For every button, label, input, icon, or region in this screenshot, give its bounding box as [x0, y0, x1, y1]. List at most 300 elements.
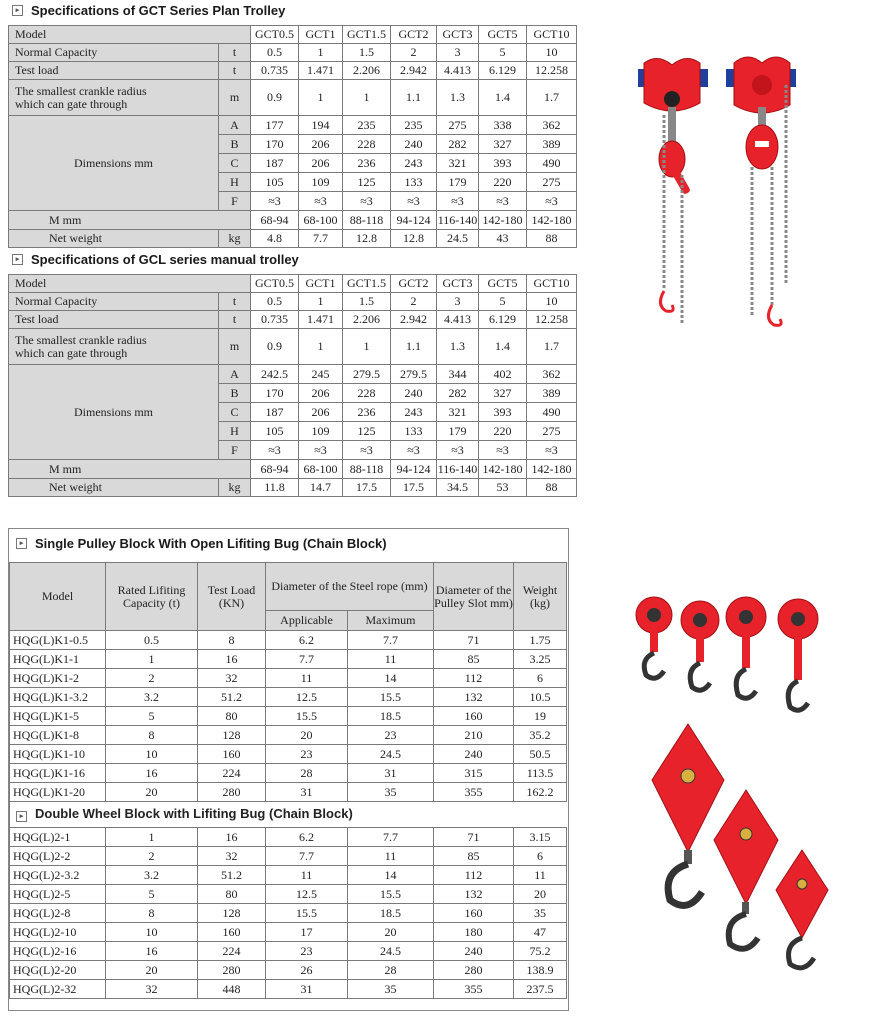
- value-cell: 11: [514, 866, 567, 885]
- spec-row: [9, 479, 577, 497]
- value-cell: 112: [434, 669, 514, 688]
- model-value: GCT2: [391, 26, 437, 44]
- dimension-value: ≈3: [527, 441, 577, 460]
- capacity-value: 3: [437, 293, 479, 311]
- value-cell: 7.7: [348, 631, 434, 650]
- capacity-value: 1.5: [343, 44, 391, 62]
- model-cell: HQG(L)2-5: [10, 885, 106, 904]
- table-row: [10, 745, 567, 764]
- spec-row: [9, 275, 577, 293]
- value-cell: 6.2: [266, 828, 348, 847]
- model-value: GCT0.5: [251, 275, 299, 293]
- dimension-key: H: [219, 173, 251, 192]
- model-value: GCT1.5: [343, 26, 391, 44]
- table-row: [10, 669, 567, 688]
- dimension-value: ≈3: [479, 192, 527, 211]
- hoist-label-right: [755, 141, 769, 147]
- model-value: GCT10: [527, 26, 577, 44]
- net-weight-value: 88: [527, 230, 577, 248]
- value-cell: 280: [198, 783, 266, 802]
- test-load-value: 2.942: [391, 311, 437, 329]
- value-cell: 224: [198, 764, 266, 783]
- dimension-value: 133: [391, 422, 437, 441]
- radius-value: 1: [299, 329, 343, 365]
- value-cell: 6: [514, 669, 567, 688]
- dimension-value: 275: [527, 173, 577, 192]
- dimension-value: 187: [251, 154, 299, 173]
- spec-row: [9, 80, 577, 116]
- value-cell: 112: [434, 866, 514, 885]
- dimension-value: 177: [251, 116, 299, 135]
- unit-t: t: [219, 62, 251, 80]
- value-cell: 75.2: [514, 942, 567, 961]
- radius-value: 1: [343, 329, 391, 365]
- value-cell: 1: [106, 650, 198, 669]
- radius-label-line2: which can gate through: [15, 96, 128, 111]
- value-cell: 24.5: [348, 942, 434, 961]
- dimension-key: A: [219, 116, 251, 135]
- table-row: [10, 631, 567, 650]
- table-row: [10, 961, 567, 980]
- value-cell: 128: [198, 726, 266, 745]
- value-cell: 35: [348, 783, 434, 802]
- net-weight-value: 14.7: [299, 479, 343, 497]
- radius-value: 1.3: [437, 329, 479, 365]
- table-row: [10, 885, 567, 904]
- test-load-value: 0.735: [251, 62, 299, 80]
- value-cell: 1: [106, 828, 198, 847]
- spec-row: [9, 211, 577, 230]
- double-wheel-title: Double Wheel Block with Lifiting Bug (Chain Block): [35, 806, 353, 821]
- dimension-value: 109: [299, 173, 343, 192]
- dimension-value: 393: [479, 154, 527, 173]
- dimension-value: 344: [437, 365, 479, 384]
- test-load-value: 6.129: [479, 62, 527, 80]
- capacity-value: 5: [479, 44, 527, 62]
- model-value: GCT1: [299, 26, 343, 44]
- net-weight-value: 12.8: [391, 230, 437, 248]
- value-cell: 18.5: [348, 904, 434, 923]
- test-load-value: 4.413: [437, 311, 479, 329]
- dimension-value: 338: [479, 116, 527, 135]
- dimension-value: 327: [479, 135, 527, 154]
- test-load-label: Test load: [9, 62, 219, 80]
- dimension-value: 243: [391, 403, 437, 422]
- test-load-value: 6.129: [479, 311, 527, 329]
- value-cell: 160: [434, 707, 514, 726]
- test-load-value: 2.206: [343, 62, 391, 80]
- value-cell: 80: [198, 885, 266, 904]
- value-cell: 85: [434, 847, 514, 866]
- model-value: GCT10: [527, 275, 577, 293]
- m-mm-value: 68-94: [251, 211, 299, 230]
- model-label: Model: [9, 26, 251, 44]
- value-cell: 160: [198, 745, 266, 764]
- value-cell: 6: [514, 847, 567, 866]
- value-cell: 8: [106, 904, 198, 923]
- value-cell: 51.2: [198, 688, 266, 707]
- value-cell: 32: [198, 669, 266, 688]
- value-cell: 11: [266, 866, 348, 885]
- table-row: [10, 847, 567, 866]
- value-cell: 28: [266, 764, 348, 783]
- value-cell: 240: [434, 942, 514, 961]
- hook-right-icon: [768, 305, 781, 325]
- value-cell: 448: [198, 980, 266, 999]
- model-cell: HQG(L)2-8: [10, 904, 106, 923]
- dimension-value: ≈3: [343, 441, 391, 460]
- value-cell: 7.7: [266, 650, 348, 669]
- dimension-value: 109: [299, 422, 343, 441]
- spec-row: [9, 26, 577, 44]
- value-cell: 5: [106, 885, 198, 904]
- header-test-load: Test Load (KN): [198, 563, 266, 631]
- value-cell: 2: [106, 847, 198, 866]
- value-cell: 355: [434, 783, 514, 802]
- unit-t: t: [219, 293, 251, 311]
- net-weight-label: Net weight: [9, 479, 219, 497]
- test-load-value: 4.413: [437, 62, 479, 80]
- table-row: [10, 650, 567, 669]
- value-cell: 160: [434, 904, 514, 923]
- dimension-value: ≈3: [479, 441, 527, 460]
- value-cell: 19: [514, 707, 567, 726]
- net-weight-value: 53: [479, 479, 527, 497]
- dimension-value: ≈3: [251, 192, 299, 211]
- radius-label-line1: The smallest crankle radius: [15, 332, 147, 347]
- value-cell: 15.5: [348, 688, 434, 707]
- model-cell: HQG(L)K1-1: [10, 650, 106, 669]
- value-cell: 160: [198, 923, 266, 942]
- spec-row: [9, 44, 577, 62]
- value-cell: 51.2: [198, 866, 266, 885]
- model-cell: HQG(L)K1-0.5: [10, 631, 106, 650]
- unit-t: t: [219, 44, 251, 62]
- value-cell: 80: [198, 707, 266, 726]
- test-load-value: 12.258: [527, 62, 577, 80]
- m-mm-value: 116-140: [437, 460, 479, 479]
- value-cell: 31: [266, 783, 348, 802]
- value-cell: 355: [434, 980, 514, 999]
- value-cell: 20: [514, 885, 567, 904]
- radius-label: [9, 329, 219, 365]
- value-cell: 35: [514, 904, 567, 923]
- model-cell: HQG(L)K1-8: [10, 726, 106, 745]
- value-cell: 20: [348, 923, 434, 942]
- dimension-value: 321: [437, 154, 479, 173]
- trolley-hoist-image: [630, 55, 800, 345]
- model-cell: HQG(L)2-10: [10, 923, 106, 942]
- double-wheel-heading: [10, 802, 567, 828]
- dimension-key: C: [219, 154, 251, 173]
- value-cell: 23: [348, 726, 434, 745]
- model-cell: HQG(L)2-16: [10, 942, 106, 961]
- dimension-value: 105: [251, 422, 299, 441]
- value-cell: 138.9: [514, 961, 567, 980]
- capacity-value: 2: [391, 44, 437, 62]
- dimension-value: ≈3: [437, 441, 479, 460]
- value-cell: 3.25: [514, 650, 567, 669]
- m-mm-value: 94-124: [391, 460, 437, 479]
- value-cell: 32: [198, 847, 266, 866]
- bullet-icon: ▸: [16, 811, 27, 822]
- model-cell: HQG(L)K1-20: [10, 783, 106, 802]
- value-cell: 20: [106, 783, 198, 802]
- capacity-value: 3: [437, 44, 479, 62]
- value-cell: 113.5: [514, 764, 567, 783]
- dimension-value: ≈3: [391, 192, 437, 211]
- gct-title: Specifications of GCT Series Plan Trolley: [31, 3, 286, 18]
- radius-value: 1.1: [391, 329, 437, 365]
- value-cell: 2: [106, 669, 198, 688]
- value-cell: 32: [106, 980, 198, 999]
- value-cell: 15.5: [266, 904, 348, 923]
- table-row: [10, 707, 567, 726]
- double-wheel-image: [640, 720, 840, 980]
- model-cell: HQG(L)2-3.2: [10, 866, 106, 885]
- value-cell: 11: [266, 669, 348, 688]
- header-rated: Rated Lifiting Capacity (t): [106, 563, 198, 631]
- model-cell: HQG(L)2-1: [10, 828, 106, 847]
- normal-capacity-label: Normal Capacity: [9, 44, 219, 62]
- unit-t: t: [219, 311, 251, 329]
- value-cell: 7.7: [348, 828, 434, 847]
- radius-value: 1: [343, 80, 391, 116]
- value-cell: 16: [106, 764, 198, 783]
- dimension-value: 240: [391, 384, 437, 403]
- pulley-table-head: [10, 563, 567, 631]
- value-cell: 180: [434, 923, 514, 942]
- dimension-value: ≈3: [527, 192, 577, 211]
- model-cell: HQG(L)2-20: [10, 961, 106, 980]
- radius-value: 0.9: [251, 329, 299, 365]
- double-block-1: [652, 724, 724, 905]
- unit-m: m: [219, 80, 251, 116]
- value-cell: 71: [434, 631, 514, 650]
- net-weight-value: 17.5: [391, 479, 437, 497]
- dimension-value: 279.5: [343, 365, 391, 384]
- dimension-value: 240: [391, 135, 437, 154]
- value-cell: 10.5: [514, 688, 567, 707]
- dimension-value: 170: [251, 135, 299, 154]
- pulley-4: [778, 599, 818, 710]
- model-value: GCT5: [479, 275, 527, 293]
- dimension-value: 194: [299, 116, 343, 135]
- value-cell: 8: [106, 726, 198, 745]
- table-row: [10, 726, 567, 745]
- radius-value: 1.1: [391, 80, 437, 116]
- dimension-value: 170: [251, 384, 299, 403]
- bullet-icon: ▸: [12, 254, 23, 265]
- radius-value: 1.7: [527, 329, 577, 365]
- dimension-value: 220: [479, 173, 527, 192]
- model-cell: HQG(L)K1-10: [10, 745, 106, 764]
- dimension-value: 402: [479, 365, 527, 384]
- trolley-wheel-left: [664, 91, 680, 107]
- model-value: GCT3: [437, 275, 479, 293]
- gct-table-body: [9, 26, 577, 248]
- dimension-value: 133: [391, 173, 437, 192]
- header-maximum: Maximum: [348, 611, 434, 631]
- test-load-value: 0.735: [251, 311, 299, 329]
- value-cell: 35.2: [514, 726, 567, 745]
- dimension-key: B: [219, 135, 251, 154]
- gcl-spec-table: [8, 274, 577, 497]
- m-mm-value: 142-180: [527, 460, 577, 479]
- test-load-value: 2.942: [391, 62, 437, 80]
- dimension-value: 389: [527, 384, 577, 403]
- value-cell: 3.15: [514, 828, 567, 847]
- capacity-value: 2: [391, 293, 437, 311]
- radius-value: 0.9: [251, 80, 299, 116]
- value-cell: 18.5: [348, 707, 434, 726]
- value-cell: 162.2: [514, 783, 567, 802]
- dimension-value: 282: [437, 384, 479, 403]
- value-cell: 3.2: [106, 866, 198, 885]
- dimension-value: 236: [343, 154, 391, 173]
- model-cell: HQG(L)2-2: [10, 847, 106, 866]
- net-weight-value: 4.8: [251, 230, 299, 248]
- double-block-2: [714, 790, 778, 949]
- value-cell: 17: [266, 923, 348, 942]
- value-cell: 237.5: [514, 980, 567, 999]
- spec-row: [9, 311, 577, 329]
- pulley-table-body: [10, 631, 567, 999]
- net-weight-value: 88: [527, 479, 577, 497]
- table-row: [10, 866, 567, 885]
- table-row: [10, 688, 567, 707]
- dimension-value: 236: [343, 403, 391, 422]
- value-cell: 11: [348, 650, 434, 669]
- radius-value: 1.3: [437, 80, 479, 116]
- dimension-key: F: [219, 441, 251, 460]
- value-cell: 10: [106, 745, 198, 764]
- m-mm-label: M mm: [9, 460, 251, 479]
- dimensions-label: Dimensions mm: [9, 365, 219, 460]
- dimension-value: 490: [527, 403, 577, 422]
- value-cell: 35: [348, 980, 434, 999]
- pulley-1: [636, 597, 672, 678]
- dimension-value: 125: [343, 422, 391, 441]
- spec-row: [9, 116, 577, 135]
- value-cell: 20: [106, 961, 198, 980]
- gct-section-heading: [12, 3, 285, 18]
- dimension-value: 490: [527, 154, 577, 173]
- value-cell: 16: [106, 942, 198, 961]
- radius-label-line2: which can gate through: [15, 345, 128, 360]
- value-cell: 224: [198, 942, 266, 961]
- trolley-gear-right: [752, 75, 772, 95]
- net-weight-value: 7.7: [299, 230, 343, 248]
- radius-value: 1.4: [479, 80, 527, 116]
- dimension-value: 327: [479, 384, 527, 403]
- dimension-value: 389: [527, 135, 577, 154]
- dimension-value: 235: [391, 116, 437, 135]
- value-cell: 14: [348, 866, 434, 885]
- dimension-value: 228: [343, 135, 391, 154]
- dimension-value: 228: [343, 384, 391, 403]
- capacity-value: 10: [527, 293, 577, 311]
- value-cell: 280: [434, 961, 514, 980]
- value-cell: 1.75: [514, 631, 567, 650]
- single-pulley-title: Single Pulley Block With Open Lifiting Bug (Chain Block): [35, 536, 387, 551]
- value-cell: 128: [198, 904, 266, 923]
- value-cell: 11: [348, 847, 434, 866]
- net-weight-label: Net weight: [9, 230, 219, 248]
- test-load-value: 12.258: [527, 311, 577, 329]
- value-cell: 240: [434, 745, 514, 764]
- spec-row: [9, 329, 577, 365]
- dimension-value: ≈3: [251, 441, 299, 460]
- capacity-value: 1: [299, 44, 343, 62]
- model-value: GCT0.5: [251, 26, 299, 44]
- model-cell: HQG(L)2-32: [10, 980, 106, 999]
- capacity-value: 0.5: [251, 44, 299, 62]
- value-cell: 23: [266, 942, 348, 961]
- capacity-value: 10: [527, 44, 577, 62]
- dimension-value: 187: [251, 403, 299, 422]
- hook-left-icon: [660, 291, 673, 311]
- pulley-2: [681, 601, 719, 690]
- value-cell: 31: [348, 764, 434, 783]
- unit-kg: kg: [219, 230, 251, 248]
- model-cell: HQG(L)K1-16: [10, 764, 106, 783]
- capacity-value: 0.5: [251, 293, 299, 311]
- dimension-value: 179: [437, 173, 479, 192]
- normal-capacity-label: Normal Capacity: [9, 293, 219, 311]
- m-mm-value: 88-118: [343, 460, 391, 479]
- trolley-link-right: [758, 107, 766, 127]
- single-pulley-heading: [16, 536, 387, 551]
- dimension-key: A: [219, 365, 251, 384]
- net-weight-value: 24.5: [437, 230, 479, 248]
- model-cell: HQG(L)K1-3.2: [10, 688, 106, 707]
- table-row: [10, 828, 567, 847]
- dimension-value: 125: [343, 173, 391, 192]
- dimensions-label: Dimensions mm: [9, 116, 219, 211]
- dimension-value: ≈3: [299, 192, 343, 211]
- m-mm-value: 142-180: [479, 460, 527, 479]
- table-row: [10, 942, 567, 961]
- table-row: [10, 980, 567, 999]
- capacity-value: 5: [479, 293, 527, 311]
- dimension-value: ≈3: [343, 192, 391, 211]
- dimension-key: C: [219, 403, 251, 422]
- model-cell: HQG(L)K1-2: [10, 669, 106, 688]
- value-cell: 71: [434, 828, 514, 847]
- dimension-value: 362: [527, 365, 577, 384]
- capacity-value: 1: [299, 293, 343, 311]
- m-mm-value: 142-180: [479, 211, 527, 230]
- net-weight-value: 11.8: [251, 479, 299, 497]
- value-cell: 85: [434, 650, 514, 669]
- value-cell: 280: [198, 961, 266, 980]
- dimension-value: 321: [437, 403, 479, 422]
- gcl-table-body: [9, 275, 577, 497]
- dimension-value: 105: [251, 173, 299, 192]
- spec-row: [9, 460, 577, 479]
- model-value: GCT3: [437, 26, 479, 44]
- value-cell: 7.7: [266, 847, 348, 866]
- m-mm-value: 88-118: [343, 211, 391, 230]
- value-cell: 132: [434, 688, 514, 707]
- net-weight-value: 34.5: [437, 479, 479, 497]
- value-cell: 24.5: [348, 745, 434, 764]
- net-weight-value: 43: [479, 230, 527, 248]
- m-mm-value: 116-140: [437, 211, 479, 230]
- test-load-value: 1.471: [299, 62, 343, 80]
- spec-row: [9, 293, 577, 311]
